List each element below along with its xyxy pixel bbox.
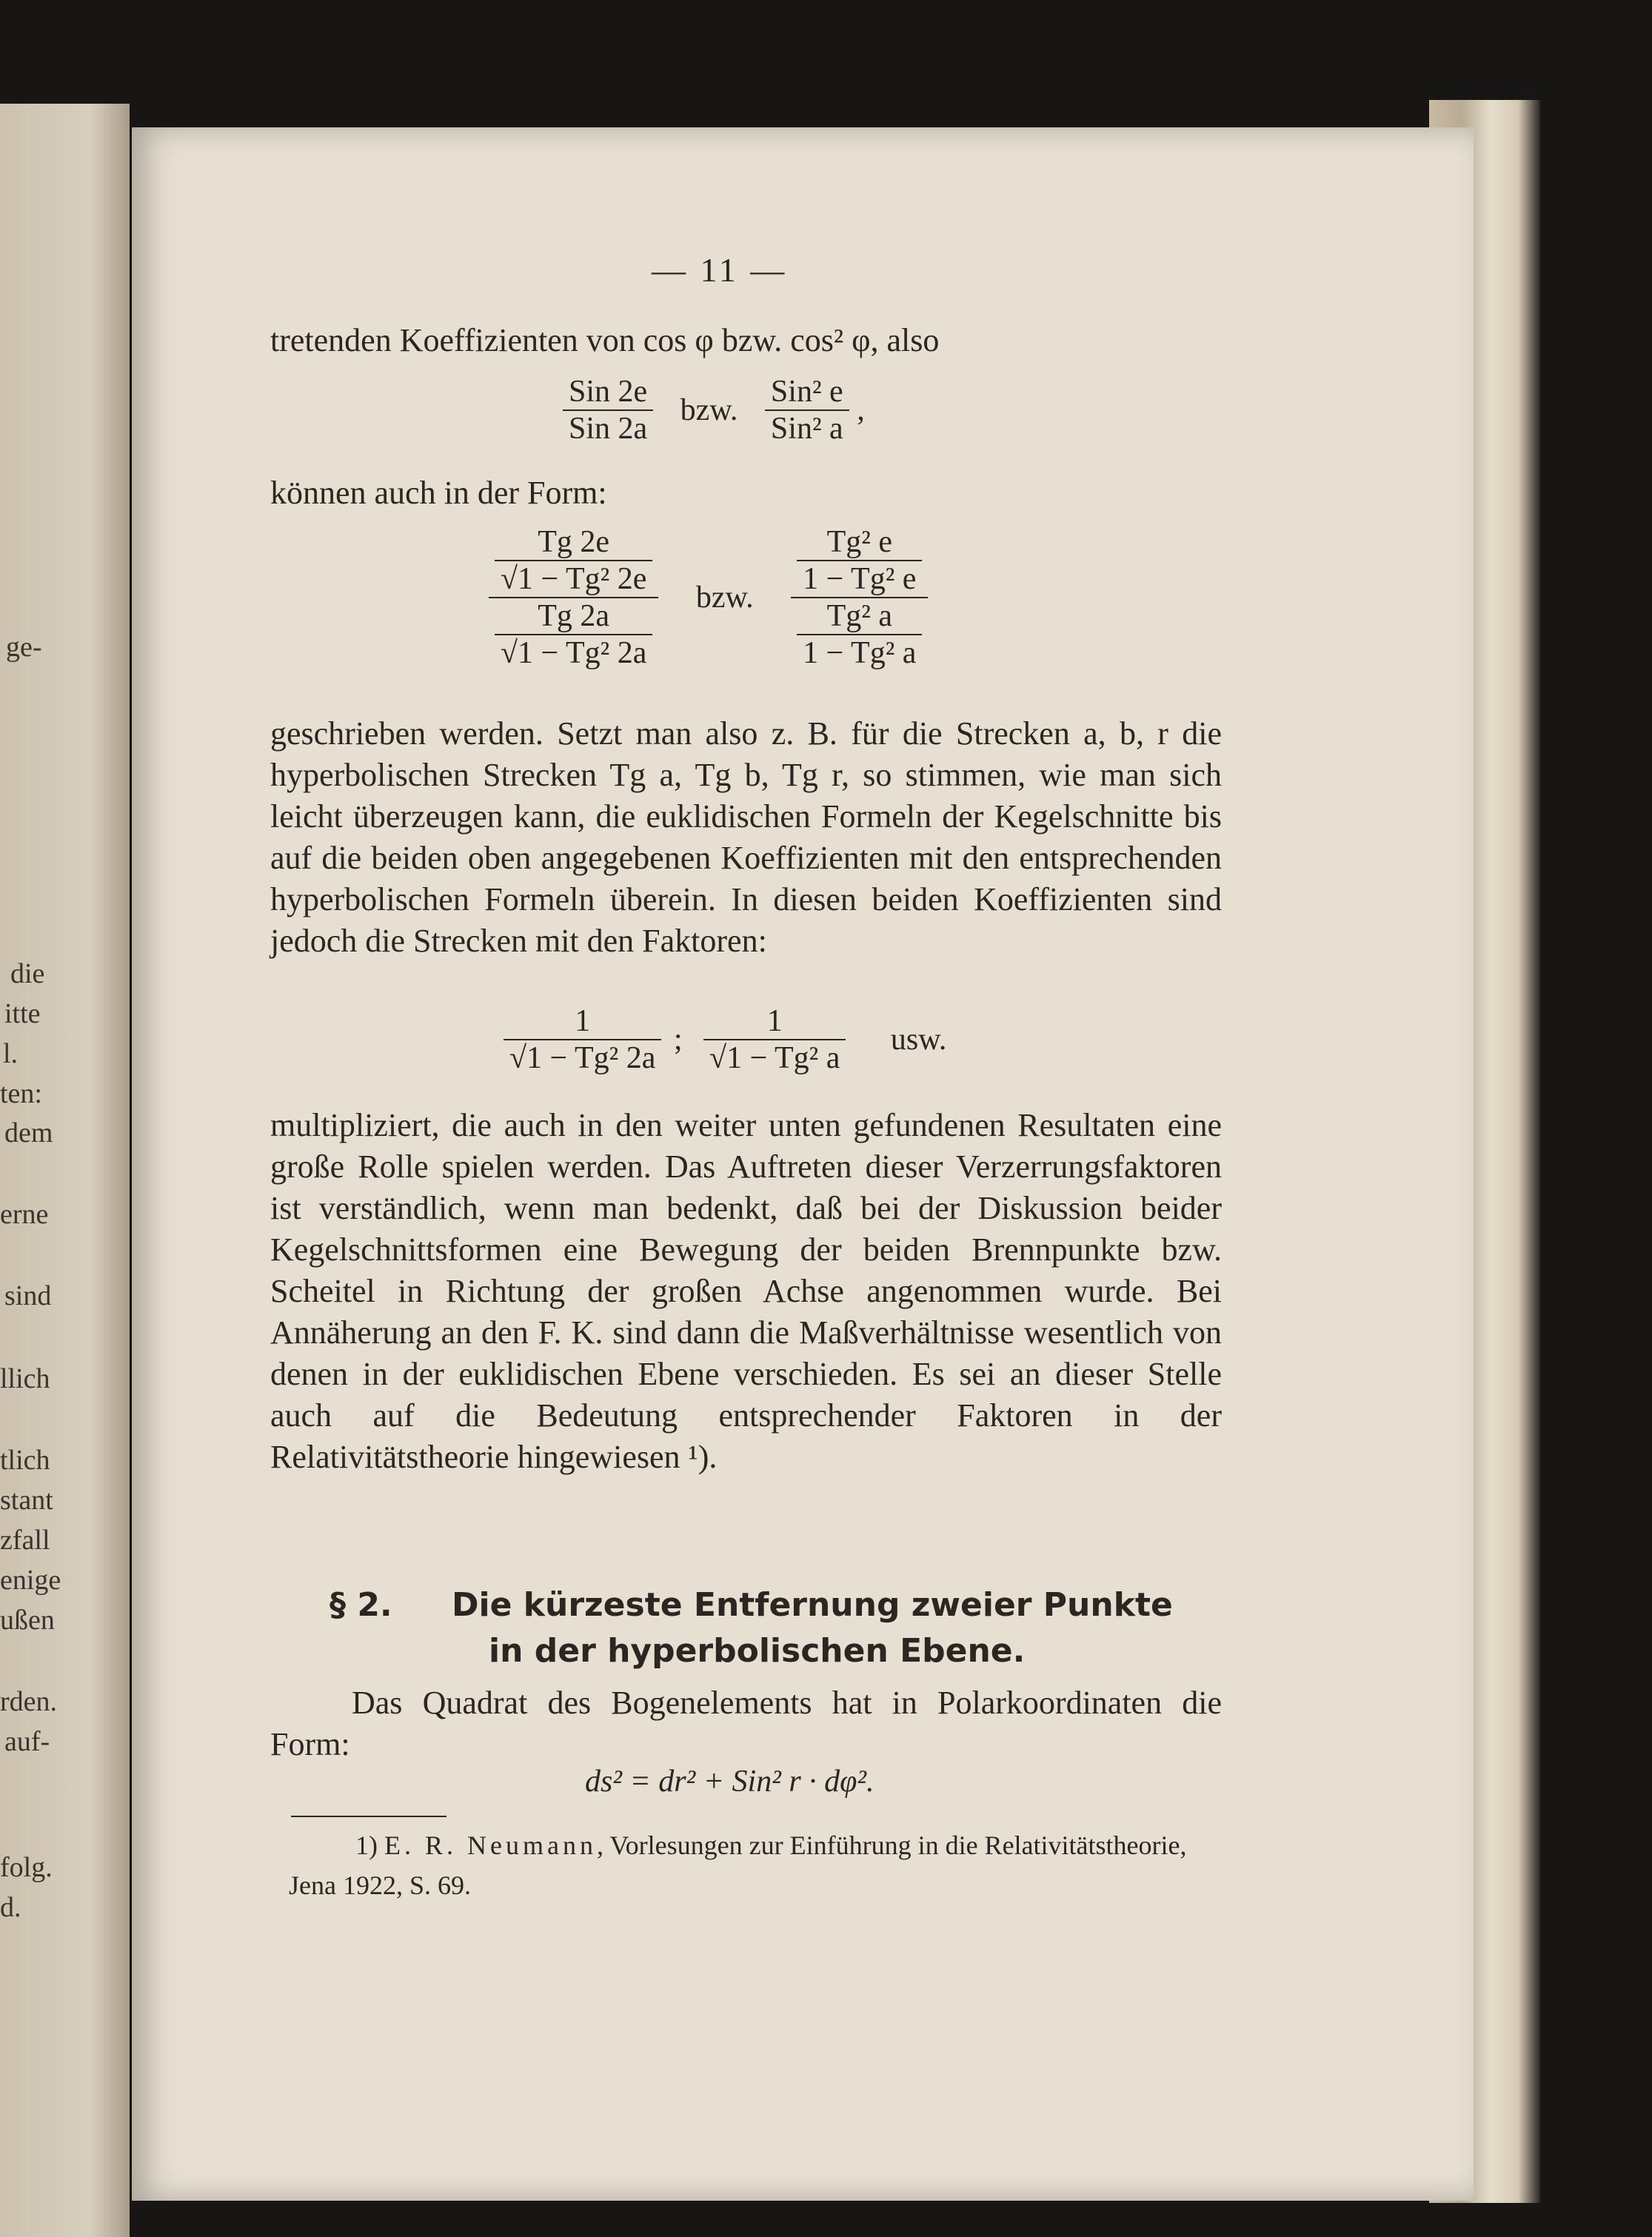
left-fragment: auf- xyxy=(4,1726,50,1757)
section-number: § 2. xyxy=(330,1586,392,1624)
left-fragment: ge- xyxy=(6,632,42,663)
paragraph: geschrieben werden. Setzt man also z. B. für die Strecken a, b, r die hyperbolischen Strecken Tg a, Tg b, Tg r, so stimmen, wie man sich leicht überzeugen kann, die euklidischen Formeln der Kegelschnitte bis auf die beiden oben angegebenen Koeffizienten mit den entsprechenden hyperbolischen Formeln überein. In diesen beiden Koeffizienten sind jedoch die Strecken mit den Faktoren: xyxy=(270,715,1222,959)
footnote: 1) E. R. Neumann, Vorlesungen zur Einführung in die Relativitätstheorie, Jena 1922, S. 69. xyxy=(289,1830,1187,1900)
paragraph: tretenden Koeffizienten von cos φ bzw. cos² φ, also xyxy=(270,322,940,358)
left-page-edge xyxy=(0,104,130,2237)
compound-fraction: $\frac{\frac{Tg 2e}{\text{√1 − Tg² 2e}}}{\frac{Tg 2a}{\text{√1 − Tg² 2a}}}$ xyxy=(489,524,658,671)
fraction: $\frac{\text{Sin 2e}}{\text{Sin 2a}}$ xyxy=(563,374,653,447)
left-fragment: dem xyxy=(4,1117,53,1148)
left-fragment: l. xyxy=(3,1038,19,1069)
left-fragment: die xyxy=(10,958,45,989)
fraction: $\frac{1}{\text{√1 − Tg² 2a}}$ xyxy=(504,1003,661,1076)
left-fragment: stant xyxy=(0,1485,53,1516)
formula-factors: $\frac{1}{\text{√1 − Tg² 2a}}$ ; $\frac{1}{\text{√1 − Tg² a}}$ usw. xyxy=(504,1003,946,1076)
left-fragment: llich xyxy=(0,1363,50,1394)
formula-compound-fraction: $\frac{\frac{Tg 2e}{\text{√1 − Tg² 2e}}}{\frac{Tg 2a}{\text{√1 − Tg² 2a}}}$ bzw. $\frac{\frac{\text{Tg² e}}{\text{1 − Tg² e}}}{\frac{\text{Tg² a}}{\text{1 − Tg² a}}}$ xyxy=(489,524,928,671)
left-fragment: itte xyxy=(4,998,41,1029)
left-fragment: ten: xyxy=(0,1078,42,1109)
equation: ds² = dr² + Sin² r · dφ². xyxy=(585,1765,875,1799)
left-fragment: erne xyxy=(0,1199,49,1230)
left-fragment: folg. xyxy=(0,1852,53,1883)
left-fragment: zfall xyxy=(0,1525,50,1556)
left-fragment: d. xyxy=(0,1892,21,1923)
left-fragment: tlich xyxy=(0,1445,50,1476)
left-fragment: ußen xyxy=(0,1605,55,1636)
paragraph: können auch in der Form: xyxy=(270,475,607,511)
paragraph: Das Quadrat des Bogenelements hat in Polarkoordinaten die Form: xyxy=(270,1685,1222,1762)
section-heading-line: in der hyperbolischen Ebene. xyxy=(489,1632,1026,1670)
footnote-author: E. R. Neumann xyxy=(384,1830,597,1860)
compound-fraction: $\frac{\frac{\text{Tg² e}}{\text{1 − Tg² e}}}{\frac{\text{Tg² a}}{\text{1 − Tg² a}}}$ xyxy=(791,524,928,671)
left-fragment: sind xyxy=(4,1280,52,1311)
formula-fraction-pair: $\frac{\text{Sin 2e}}{\text{Sin 2a}}$ bzw. $\frac{\text{Sin² e}}{\text{Sin² a}}$ , xyxy=(563,374,865,447)
left-fragment: rden. xyxy=(0,1686,58,1717)
page-number: — 11 — xyxy=(652,251,788,289)
section-heading-line: Die kürzeste Entfernung zweier Punkte xyxy=(452,1586,1173,1624)
fraction: $\frac{\text{Sin² e}}{\text{Sin² a}}$ xyxy=(765,374,849,447)
footnote-rule xyxy=(291,1816,447,1817)
fraction: $\frac{1}{\text{√1 − Tg² a}}$ xyxy=(703,1003,846,1076)
left-fragment: enige xyxy=(0,1565,61,1596)
paragraph: multipliziert, die auch in den weiter unten gefundenen Resultaten eine große Rolle spielen werden. Das Auftreten dieser Verzerrungsfaktoren ist verständlich, wenn man bedenkt, daß bei der Diskussion beider Kegelschnittsformen eine Bewegung der beiden Brennpunkte bzw. Scheitel in Richtung der großen Achse angenommen wurde. Bei Annäherung an den F. K. sind dann die Maßverhältnisse wesentlich von denen in der euklidischen Ebene verschieden. Es sei an dieser Stelle auch auf die Bedeutung entsprechender Faktoren in der Relativitätstheorie hingewiesen ¹). xyxy=(270,1107,1222,1475)
